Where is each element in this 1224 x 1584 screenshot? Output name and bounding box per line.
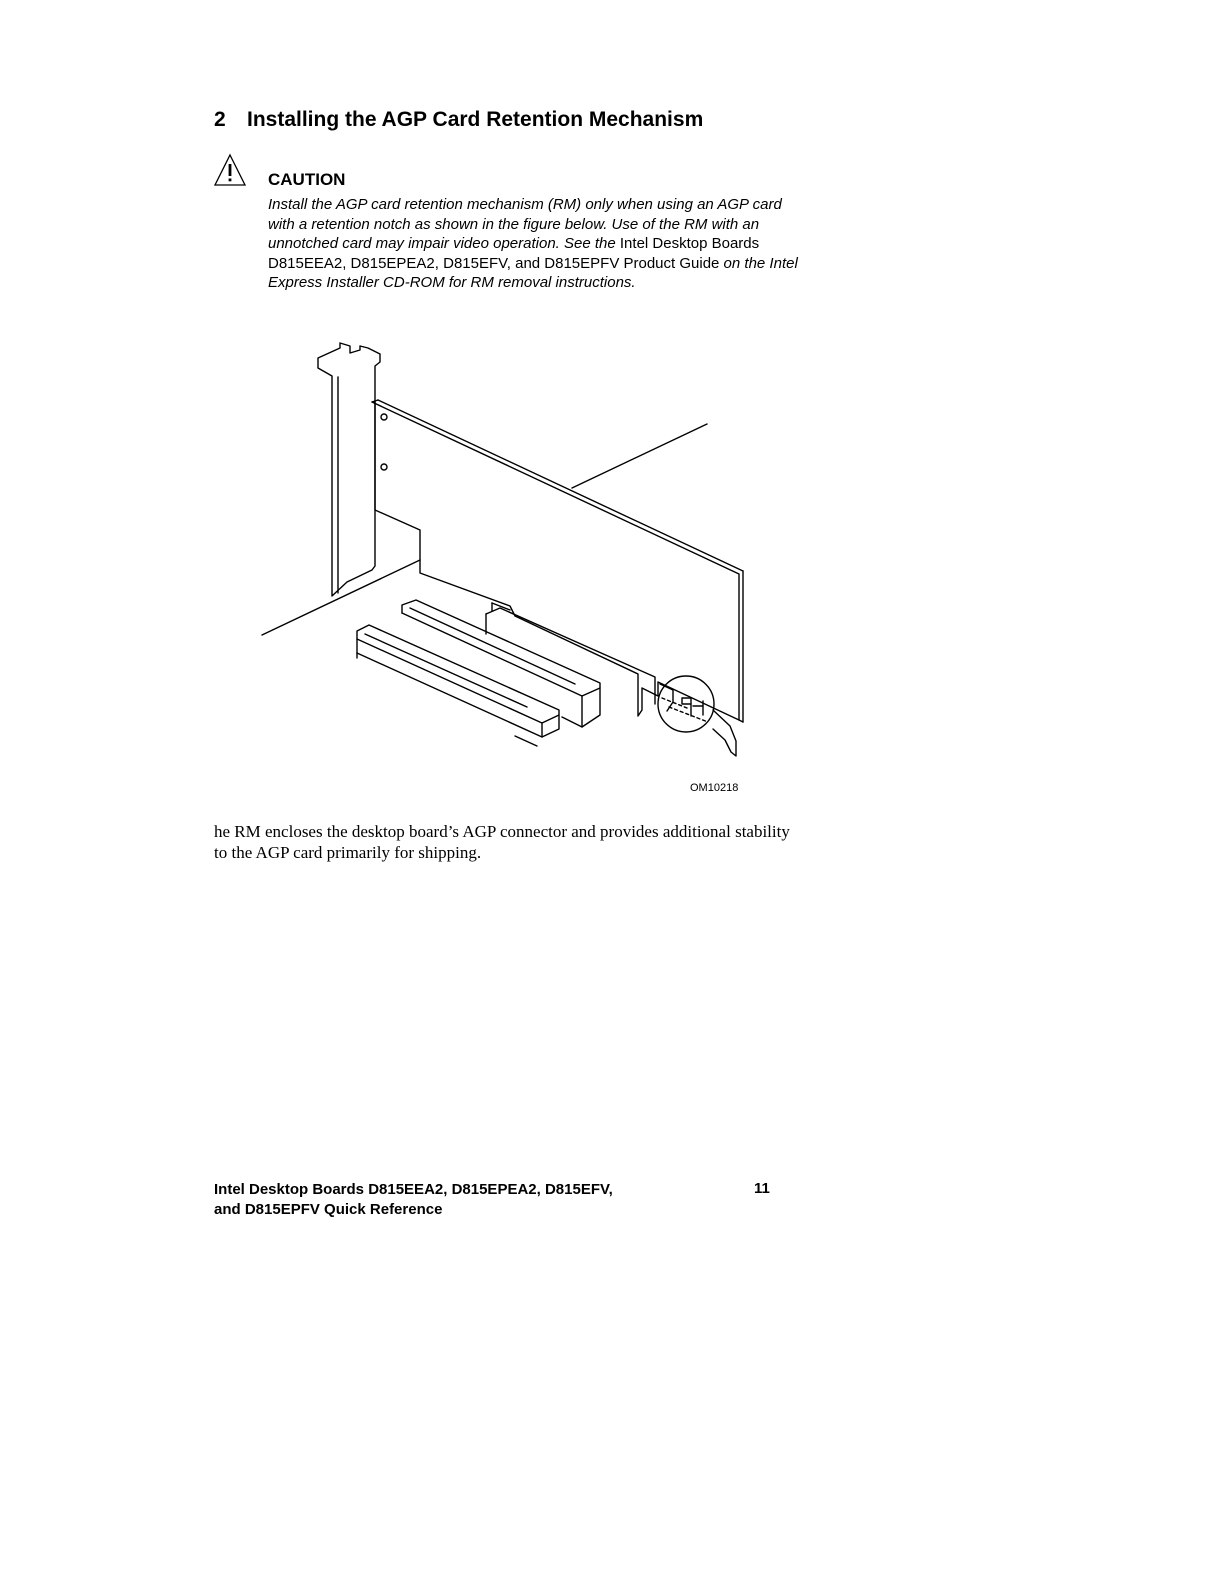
- product-guide-title: Intel Desktop Boards D815EEA2, D815EPEA2, D815EFV, and D815EPFV Product Guide: [268, 235, 760, 272]
- warning-triangle-icon: [213, 153, 247, 187]
- section-title: Installing the AGP Card Retention Mechanism: [247, 108, 704, 131]
- caution-text-part-1: Install the AGP card retention mechanism (RM) only when using an AGP card with a retention notch as shown in the figure below. Use of the RM with an unnotched card may impair video operation. See the: [268, 196, 782, 253]
- section-heading: [214, 108, 703, 132]
- caution-text-part-2: on the Intel Express Installer CD-ROM for RM removal instructions.: [268, 254, 798, 292]
- footer-title-line-2: and D815EPFV Quick Reference: [214, 1201, 443, 1218]
- caution-text: [268, 195, 798, 293]
- footer-title: [214, 1180, 613, 1220]
- page-number: 11: [754, 1180, 770, 1197]
- figure-label: OM10218: [690, 782, 739, 794]
- footer-title-line-1: Intel Desktop Boards D815EEA2, D815EPEA2, D815EFV,: [214, 1181, 613, 1198]
- section-number: 2: [214, 108, 226, 131]
- caution-title: CAUTION: [268, 170, 346, 189]
- agp-card-illustration: [255, 338, 765, 808]
- body-paragraph: he RM encloses the desktop board’s AGP connector and provides additional stability to the AGP card primarily for shipping.: [214, 822, 790, 862]
